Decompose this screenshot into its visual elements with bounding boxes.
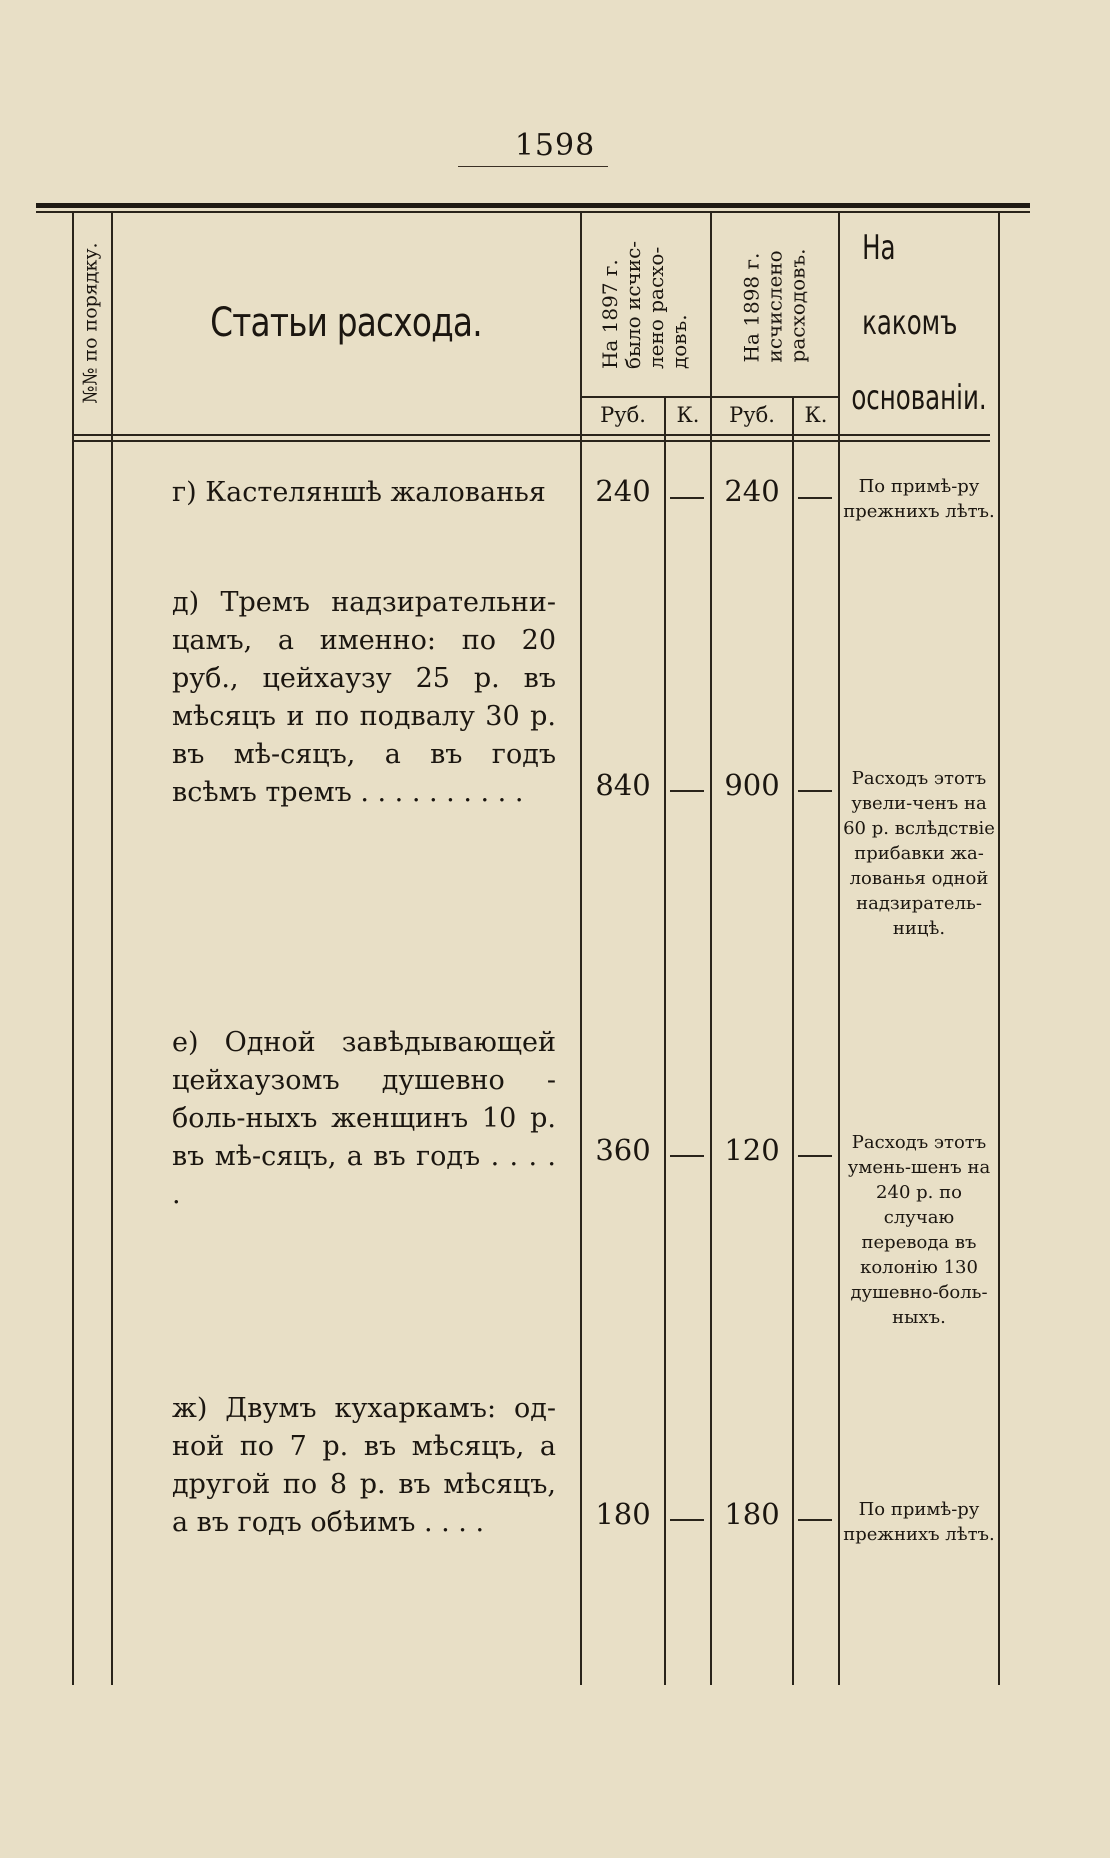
row-e-kop-1897-dash <box>670 1155 704 1157</box>
header-kop-1897: К. <box>676 403 700 427</box>
table-right-border <box>998 213 1000 1685</box>
header-rub-1897: Руб. <box>600 403 646 427</box>
column-divider-rub-kop-1897 <box>664 398 666 1685</box>
column-divider-title <box>580 213 582 1685</box>
row-g-kop-1897-dash <box>670 497 704 499</box>
row-zh-rub-1898: 180 <box>724 1497 780 1531</box>
row-e-kop-1898-dash <box>798 1155 832 1157</box>
row-zh-kop-1898-dash <box>798 1519 832 1521</box>
header-column-basis: На какомъ основаніи. <box>851 227 987 418</box>
header-rub-1898: Руб. <box>729 403 775 427</box>
header-column-number <box>72 218 110 428</box>
row-zh-text: ж) Двумъ кухаркамъ: од-ной по 7 р. въ мѣсяцъ, а другой по 8 р. въ мѣсяцъ, а въ годъ обѣимъ . . . . <box>172 1393 556 1538</box>
column-divider-1897 <box>710 213 712 1685</box>
row-e-rub-1897: 360 <box>595 1133 651 1167</box>
header-bottom-rule-thin <box>72 440 990 442</box>
column-divider-rub-kop-1898 <box>792 398 794 1685</box>
column-divider-no <box>111 213 113 1685</box>
row-e-note: Расходъ этотъ умень-шенъ на 240 р. по случаю перевода въ колонію 130 душевно-боль-ныхъ. <box>847 1132 991 1328</box>
table-top-rule <box>36 203 1030 208</box>
row-g-rub-1898: 240 <box>724 474 780 508</box>
row-d-kop-1897-dash <box>670 790 704 792</box>
row-e-text: е) Одной завѣдывающей цейхаузомъ душевно - боль-ныхъ женщинъ 10 р. въ мѣ-сяцъ, а въ годъ . . . . . <box>172 1027 556 1210</box>
row-d-text: д) Тремъ надзирательни-цамъ, а именно: по 20 руб., цейхаузу 25 р. въ мѣсяцъ и по подвалу 30 р. въ мѣ-сяцъ, а въ годъ всѣмъ тремъ . . . . . . . . . . <box>172 587 556 808</box>
table-left-border <box>72 213 74 1685</box>
row-g-kop-1898-dash <box>798 497 832 499</box>
page-number-underline <box>458 166 608 167</box>
page-number: 1598 <box>514 128 596 163</box>
column-divider-1898 <box>838 213 840 1685</box>
row-g-rub-1897: 240 <box>595 474 651 508</box>
row-d-rub-1898: 900 <box>724 768 780 802</box>
header-column-title: Статьи расхода. <box>210 300 482 346</box>
row-d-note: Расходъ этотъ увели-ченъ на 60 р. вслѣдствіе прибавки жа-лованья одной надзиратель-ницѣ. <box>843 768 995 939</box>
header-column-1898: На 1898 г. исчислено расходовъ. <box>738 248 809 362</box>
row-zh-rub-1897: 180 <box>595 1497 651 1531</box>
header-column-number-label: №№ по порядку. <box>80 242 102 404</box>
row-d-kop-1898-dash <box>798 790 832 792</box>
row-e-rub-1898: 120 <box>724 1133 780 1167</box>
row-d-rub-1897: 840 <box>595 768 651 802</box>
row-g-note: По примѣ-ру прежнихъ лѣтъ. <box>843 476 995 522</box>
row-g-text: г) Кастеляншѣ жалованья <box>172 477 546 508</box>
row-zh-note: По примѣ-ру прежнихъ лѣтъ. <box>843 1499 995 1545</box>
header-column-1897: На 1897 г. было исчис- лено расхо- довъ. <box>598 240 692 370</box>
row-zh-kop-1897-dash <box>670 1519 704 1521</box>
header-kop-1898: К. <box>804 403 828 427</box>
